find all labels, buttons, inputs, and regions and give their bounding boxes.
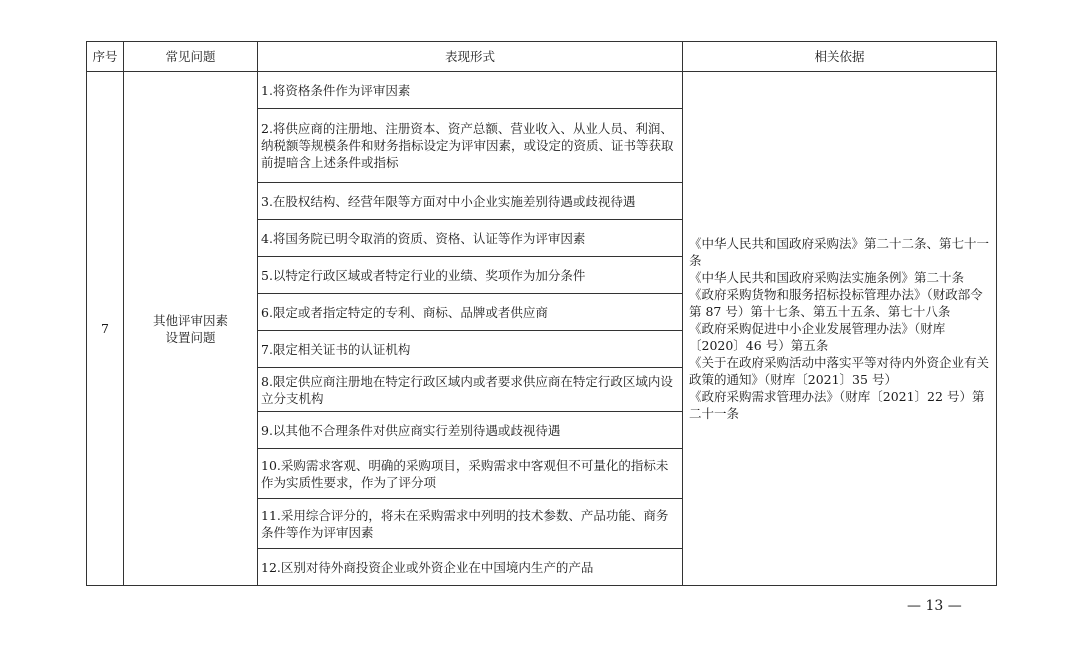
- table-row: [87, 72, 997, 109]
- form-item-11: 11.采用综合评分的，将未在采购需求中列明的技术参数、产品功能、商务条件等作为评审因素: [258, 499, 683, 549]
- basis-line-1: 《中华人民共和国政府采购法》第二十二条、第七十一条: [689, 236, 990, 268]
- basis-cell: [683, 72, 997, 586]
- form-item-6: 6.限定或者指定特定的专利、商标、品牌或者供应商: [258, 294, 683, 331]
- form-item-7: 7.限定相关证书的认证机构: [258, 331, 683, 368]
- problem-cell: [124, 72, 258, 586]
- basis-line-2: 《中华人民共和国政府采购法实施条例》第二十条: [689, 270, 965, 285]
- header-no: 序号: [87, 42, 124, 72]
- form-item-12: 12.区别对待外商投资企业或外资企业在中国境内生产的产品: [258, 549, 683, 586]
- requirements-table: [86, 41, 997, 586]
- header-form: 表现形式: [258, 42, 683, 72]
- page-number: — 13 —: [907, 598, 962, 614]
- header-problem: 常见问题: [124, 42, 258, 72]
- form-item-9: 9.以其他不合理条件对供应商实行差别待遇或歧视待遇: [258, 412, 683, 449]
- problem-text: 其他评审因素设置问题: [152, 312, 228, 345]
- form-item-5: 5.以特定行政区域或者特定行业的业绩、奖项作为加分条件: [258, 257, 683, 294]
- form-item-2: 2.将供应商的注册地、注册资本、资产总额、营业收入、从业人员、利润、纳税额等规模条件和财务指标设定为评审因素，或设定的资质、证书等获取前提暗含上述条件或指标: [258, 109, 683, 183]
- form-item-10: 10.采购需求客观、明确的采购项目，采购需求中客观但不可量化的指标未作为实质性要求，作为了评分项: [258, 449, 683, 499]
- basis-line-5: 《关于在政府采购活动中落实平等对待内外资企业有关政策的通知》（财库〔2021〕35 号）: [689, 355, 990, 387]
- row-number: 7: [87, 72, 124, 586]
- form-item-4: 4.将国务院已明令取消的资质、资格、认证等作为评审因素: [258, 220, 683, 257]
- form-item-3: 3.在股权结构、经营年限等方面对中小企业实施差别待遇或歧视待遇: [258, 183, 683, 220]
- form-item-8: 8.限定供应商注册地在特定行政区域内或者要求供应商在特定行政区域内设立分支机构: [258, 368, 683, 412]
- basis-line-4: 《政府采购促进中小企业发展管理办法》（财库〔2020〕46 号）第五条: [689, 321, 946, 353]
- form-item-1: 1.将资格条件作为评审因素: [258, 72, 683, 109]
- basis-line-6: 《政府采购需求管理办法》（财库〔2021〕22 号）第二十一条: [689, 389, 985, 421]
- table-header-row: [87, 42, 997, 72]
- header-basis: 相关依据: [683, 42, 997, 72]
- basis-line-3: 《政府采购货物和服务招标投标管理办法》（财政部令第 87 号）第十七条、第五十五条、第七十八条: [689, 287, 983, 319]
